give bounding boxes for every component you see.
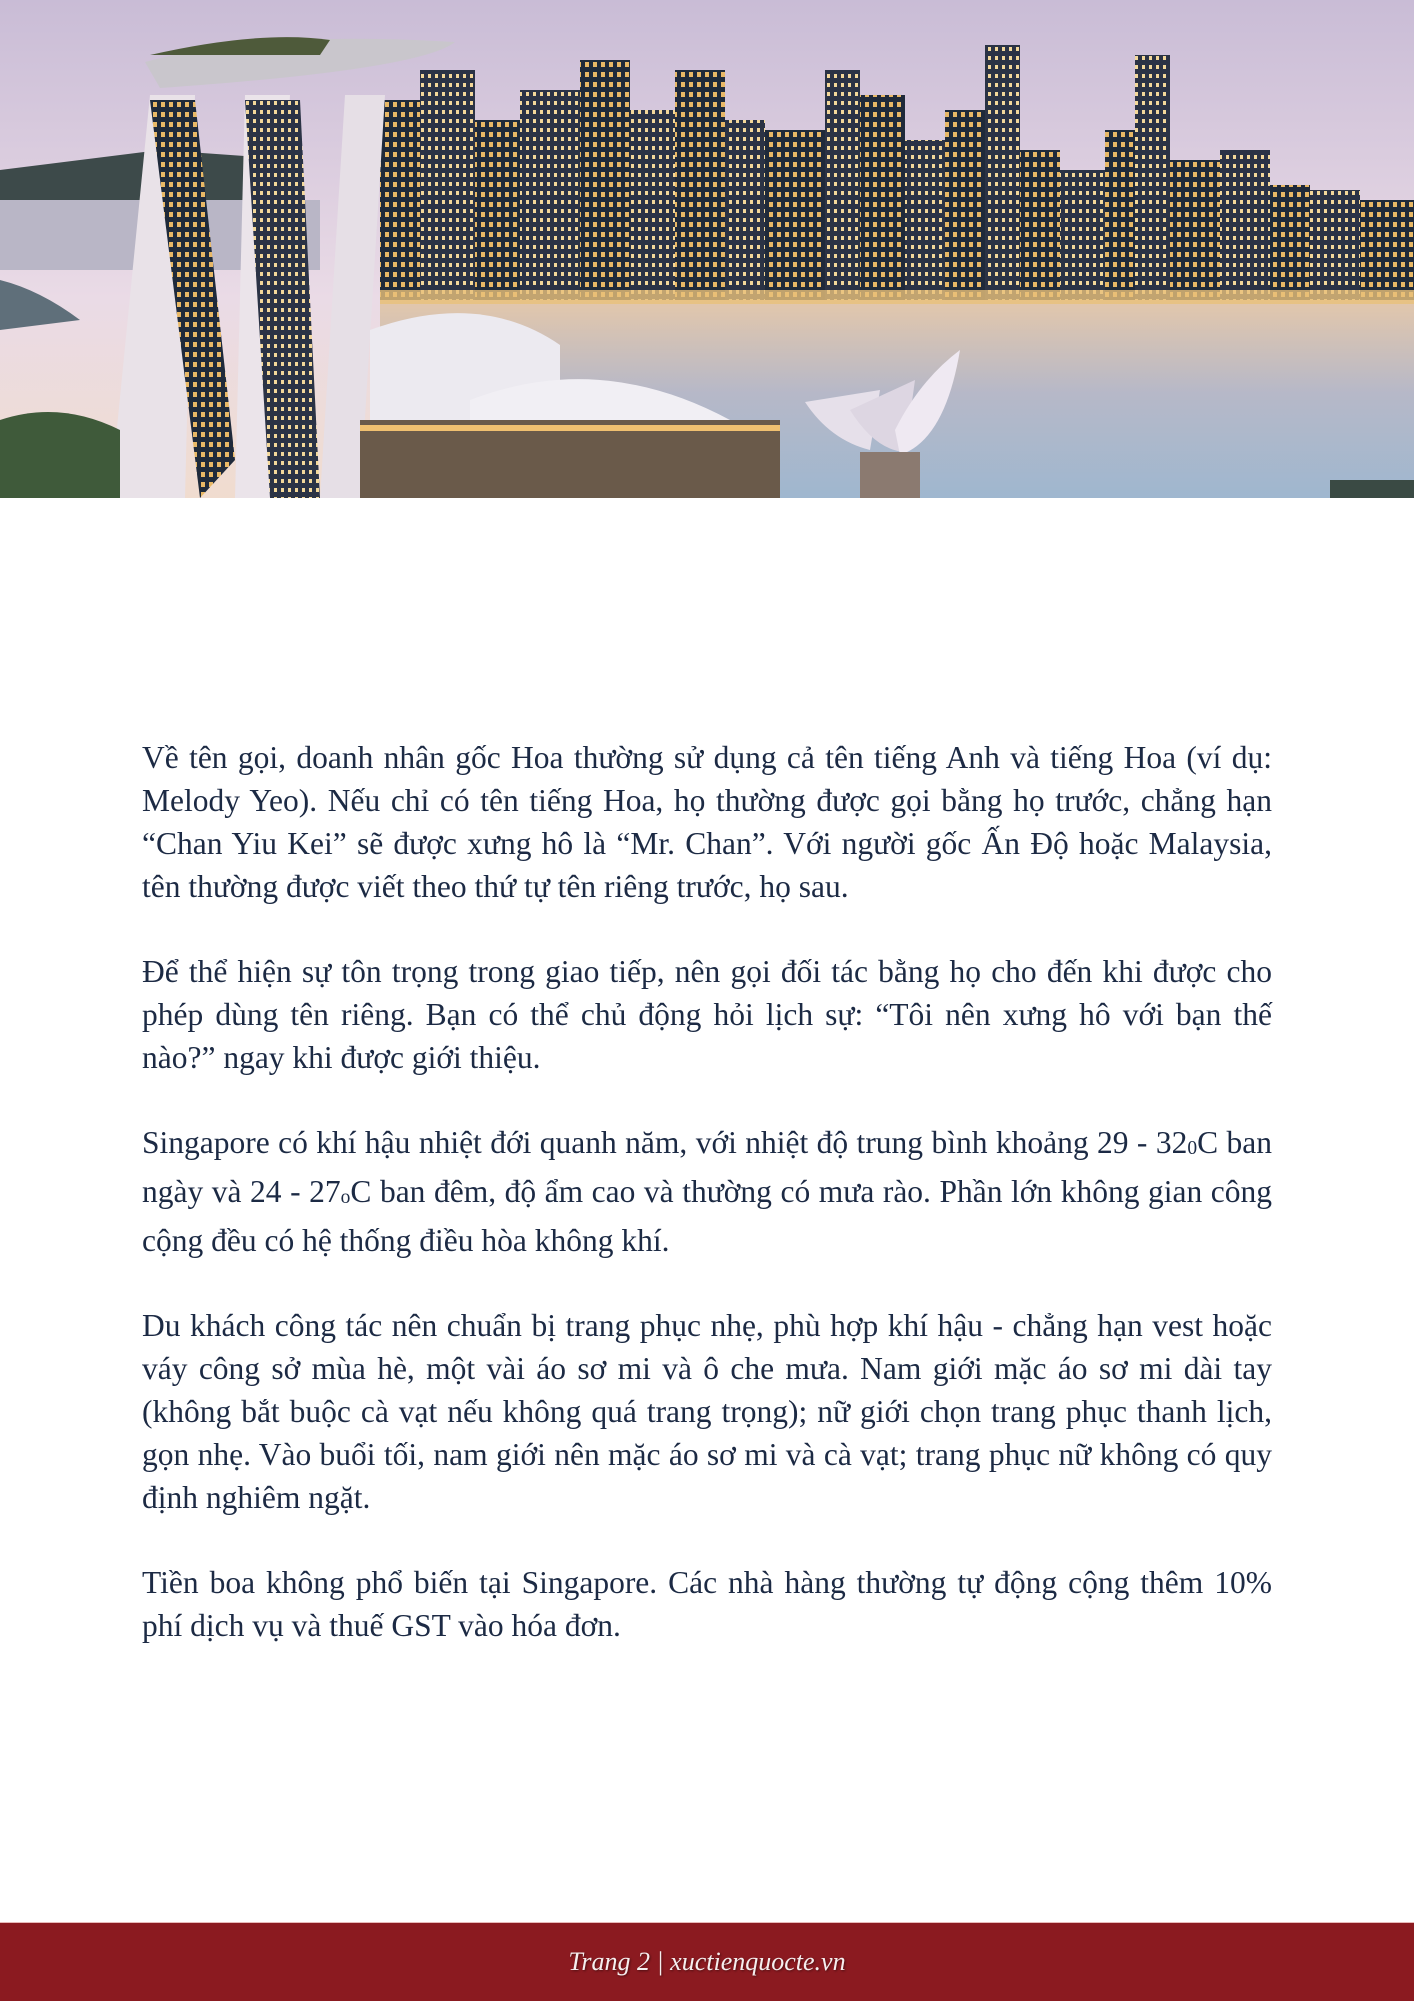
climate-degree-2: o [340,1186,351,1208]
paragraph-dress-code: Du khách công tác nên chuẩn bị trang phục nhẹ, phù hợp khí hậu - chẳng hạn vest hoặc váy công sở mùa hè, một vài áo sơ mi và ô che mưa. Nam giới mặc áo sơ mi dài tay (không bắt buộc cà vạt nếu không quá trang trọng); nữ giới chọn trang phục thanh lịch, gọn nhẹ. Vào buổi tối, nam giới nên mặc áo sơ mi và cà vạt; trang phục nữ không có quy định nghiêm ngặt. [142,1307,1272,1515]
hero-image [0,0,1414,498]
footer-page-label: Trang 2 | xuctienquocte.vn [568,1947,846,1976]
paragraph-climate [142,1121,1272,1262]
paragraph-naming: Về tên gọi, doanh nhân gốc Hoa thường sử dụng cả tên tiếng Anh và tiếng Hoa (ví dụ: Melody Yeo). Nếu chỉ có tên tiếng Hoa, họ thường được gọi bằng họ trước, chẳng hạn “Chan Yiu Kei” sẽ được xưng hô là “Mr. Chan”. Với người gốc Ấn Độ hoặc Malaysia, tên thường được viết theo thứ tự tên riêng trước, họ sau. [142,740,1272,904]
paragraph-addressing: Để thể hiện sự tôn trọng trong giao tiếp, nên gọi đối tác bằng họ cho đến khi được cho phép dùng tên riêng. Bạn có thể chủ động hỏi lịch sự: “Tôi nên xưng hô với bạn thế nào?” ngay khi được giới thiệu. [142,954,1272,1075]
body-text [142,736,1272,1689]
page-footer [0,1922,1414,2001]
climate-text-1: Singapore có khí hậu nhiệt đới quanh năm, với nhiệt độ trung bình khoảng 29 - 32 [142,1125,1188,1160]
climate-text-2: C ban ngày và 24 - 27 [142,1125,1272,1209]
singapore-skyline-illustration [0,0,1414,498]
climate-text-3: C ban đêm, độ ẩm cao và thường có mưa rào. Phần lớn không gian công cộng đều có hệ thống điều hòa không khí. [142,1173,1273,1258]
climate-degree-1: 0 [1187,1137,1198,1159]
paragraph-tipping: Tiền boa không phổ biến tại Singapore. Các nhà hàng thường tự động cộng thêm 10% phí dịch vụ và thuế GST vào hóa đơn. [142,1564,1272,1643]
